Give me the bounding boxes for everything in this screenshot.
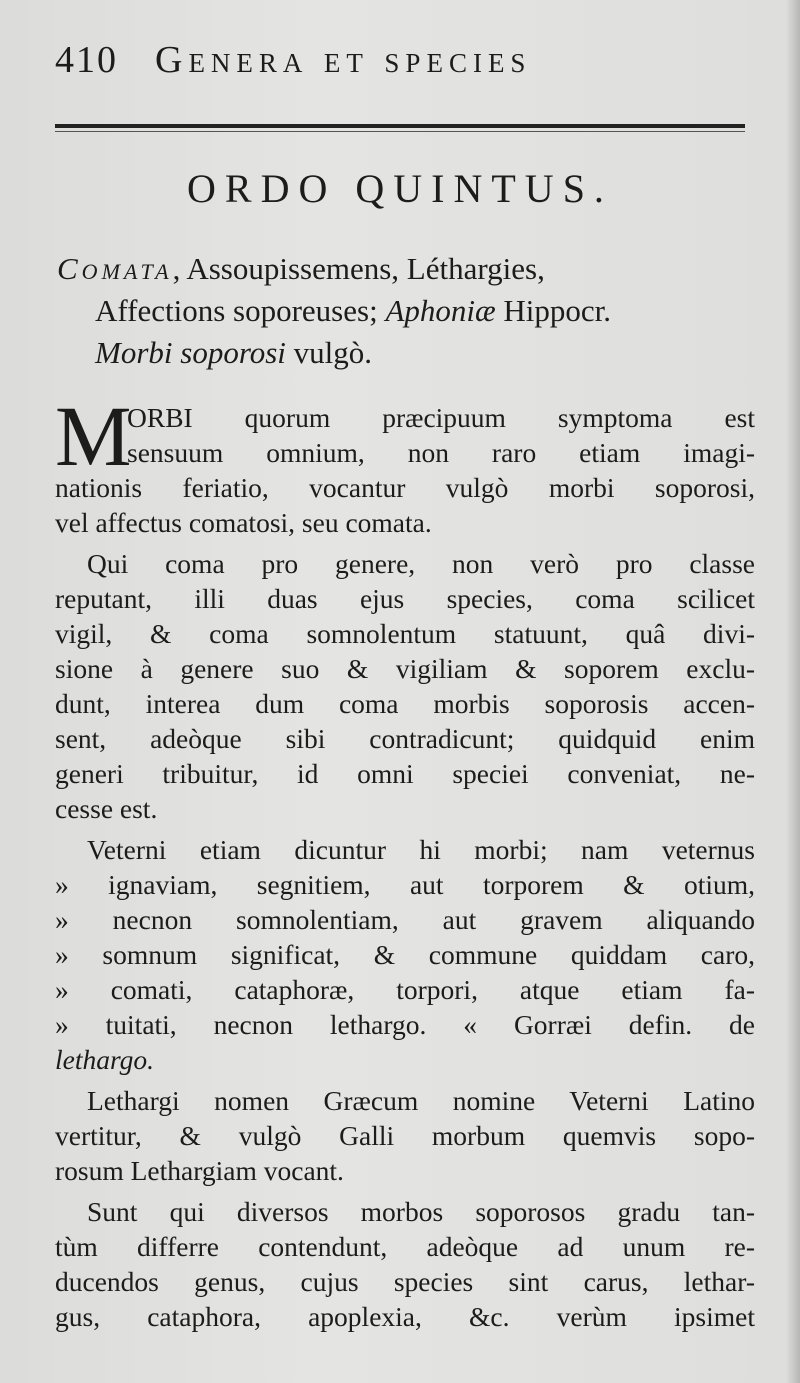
paragraph-1 <box>55 388 755 540</box>
paragraph-3 <box>55 832 755 1077</box>
text-line: ORBI quorum præcipuum symptoma est <box>127 402 755 433</box>
text-line: vertitur, & vulgò Galli morbum quemvis sopo- <box>55 1120 755 1151</box>
header-rule <box>55 124 745 128</box>
text-line: Qui coma pro genere, non verò pro classe <box>87 548 755 579</box>
body-text <box>55 388 755 1334</box>
text-line: vigil, & coma somnolentum statuunt, quâ divi- <box>55 618 755 649</box>
text-line: lethargo. <box>55 1044 155 1075</box>
text-line: gus, cataphora, apoplexia, &c. verùm ipsimet <box>55 1301 755 1332</box>
running-title: Genera et species <box>155 39 532 81</box>
text-line: nationis feriatio, vocantur vulgò morbi soporosi, <box>55 472 755 503</box>
paragraph-4 <box>55 1083 755 1188</box>
section-title: ORDO QUINTUS. <box>187 166 613 211</box>
page-number: 410 <box>55 39 118 81</box>
text-line: rosum Lethargiam vocant. <box>55 1155 344 1186</box>
text-line: Lethargi nomen Græcum nomine Veterni Latino <box>87 1085 755 1116</box>
class-heading <box>57 248 757 374</box>
text-line: » necnon somnolentiam, aut gravem aliquando <box>55 904 755 935</box>
text-line: reputant, illi duas ejus species, coma scilicet <box>55 583 755 614</box>
text-line: sensuum omnium, non raro etiam imagi- <box>127 437 755 468</box>
text-line: tùm differre contendunt, adeòque ad unum re- <box>55 1231 755 1262</box>
text-line: » ignaviam, segnitiem, aut torporem & otium, <box>55 869 755 900</box>
text-line: » somnum significat, & commune quiddam caro, <box>55 939 755 970</box>
paragraph-2 <box>55 546 755 826</box>
drop-cap: M <box>55 388 132 484</box>
text-line: sent, adeòque sibi contradicunt; quidquid enim <box>55 723 755 754</box>
class-heading-line-3: Morbi soporosi vulgò. <box>95 335 373 370</box>
text-line: dunt, interea dum coma morbis soporosis accen- <box>55 688 755 719</box>
text-line: vel affectus comatosi, seu comata. <box>55 507 432 538</box>
text-line: sione à genere suo & vigiliam & soporem exclu- <box>55 653 755 684</box>
text-line: Sunt qui diversos morbos soporosos gradu tan- <box>87 1196 755 1227</box>
text-line: Veterni etiam dicuntur hi morbi; nam veternus <box>87 834 755 865</box>
header-rule-thin <box>55 131 745 132</box>
text-line: » tuitati, necnon lethargo. « Gorræi defin. de <box>55 1009 755 1040</box>
class-heading-line-2: Affections soporeuses; Aphoniæ Hippocr. <box>95 293 612 328</box>
class-heading-line-1: Comata, Assoupissemens, Léthargies, <box>57 251 545 286</box>
text-line: ducendos genus, cujus species sint carus, lethar- <box>55 1266 755 1297</box>
text-line: » comati, cataphoræ, torpori, atque etiam fa- <box>55 974 755 1005</box>
paragraph-5 <box>55 1194 755 1334</box>
running-header <box>55 38 755 98</box>
text-line: generi tribuitur, id omni speciei conveniat, ne- <box>55 758 755 789</box>
text-line: cesse est. <box>55 793 158 824</box>
